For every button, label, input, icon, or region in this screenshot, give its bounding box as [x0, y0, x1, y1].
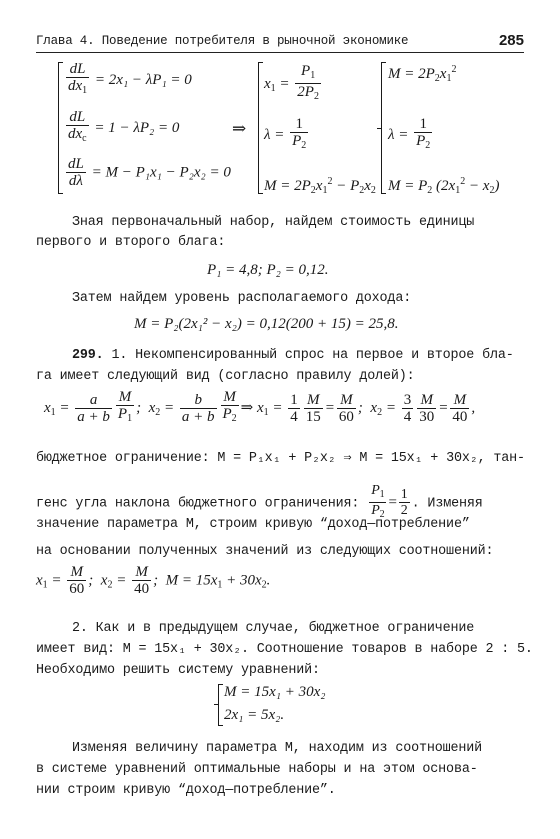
running-header: [36, 32, 524, 53]
paragraph-line: имеет вид: M = 15x₁ + 30x₂. Соотношение товаров в наборе 2 : 5.: [36, 642, 533, 657]
paragraph-line: га имеет следующий вид (согласно правилу долей):: [36, 369, 415, 384]
paragraph-line: нии строим кривую “доход—потребление”.: [36, 783, 336, 798]
problem-number: 299.: [72, 348, 104, 363]
right-brace: [381, 62, 382, 194]
problem-299-line: 299. 1. Некомпенсированный спрос на первое и второе бла-: [72, 348, 514, 363]
budget-constraint-line: бюджетное ограничение: M = P₁x₁ + P₂x₂ ⇒ M = 15x₁ + 30x₂, тан-: [36, 451, 525, 466]
paragraph-line: в системе уравнений оптимальные наборы и на этом основа-: [36, 762, 478, 777]
ratio-formula: $x_1$ = $\frac{M}{60}$ ; $x_2$ = $\frac{M}{40}$ ; $M = 15x_1 + 30x_2$.: [36, 564, 271, 597]
paragraph-line: 2. Как и в предыдущем случае, бюджетное ограничение: [72, 621, 475, 636]
income-calculation: M = P₂(2x₁² − x₂) = 0,12(200 + 15) = 25,8.: [134, 316, 399, 332]
paragraph-line: Необходимо решить систему уравнений:: [36, 663, 320, 678]
demand-formula: $x_1$ = $\frac{a}{a + b}$ $\frac{M}{P_1}$ ; $x_2$ = $\frac{b}{a + b}$ $\frac{M}{P_2}$ ⇒ $x_1$ = $\frac{1}{4}$ $\frac{M}{15}$ = $\frac{M}{60}$ ; $x_2$ = $\frac{3}{4}$ $\frac{M}{30}$ = $\frac{M}{40}$ ,: [44, 390, 475, 427]
left-brace: [58, 62, 59, 194]
dL-dx1-equation: $\frac{dL}{dx_1}$ = 2x₁ − λP₁ = 0: [64, 62, 192, 99]
lambda-solution: λ = $\frac{1}{P_2}$: [264, 117, 310, 154]
prices-formula: P₁ = 4,8; P₂ = 0,12.: [207, 262, 329, 278]
chapter-title: Глава 4. Поведение потребителя в рыночной экономике: [36, 34, 409, 48]
income-equation: $M = 2P_2x_1^2 - P_2x_2$: [264, 176, 376, 196]
paragraph-line: Зная первоначальный набор, найдем стоимость единицы: [72, 215, 475, 230]
system-eq-1: M = 15x₁ + 30x₂: [224, 684, 326, 700]
paragraph-line: первого и второго блага:: [36, 235, 226, 250]
paragraph-line: Изменяя величину параметра M, находим из соотношений: [72, 741, 483, 756]
middle-brace: [258, 62, 259, 194]
implies-arrow: ⇒: [232, 119, 247, 138]
system-brace: [218, 684, 219, 726]
x1-solution: $x_1$ = $\frac{P_1}{2P_2}$: [264, 64, 323, 105]
paragraph-line: значение параметра M, строим кривую “доход—потребление”: [36, 517, 470, 532]
lambda-repeat: λ = $\frac{1}{P_2}$: [388, 117, 434, 154]
dL-dlambda-equation: $\frac{dL}{d\lambda}$ = M − P₁x₁ − P₂x₂ = 0: [68, 156, 231, 189]
paragraph-line: на основании полученных значений из следующих соотношений:: [36, 544, 494, 559]
system-eq-2: 2x₁ = 5x₂.: [224, 707, 285, 723]
dL-dxc-equation: $\frac{dL}{dx_c}$ = 1 − λP₂ = 0: [64, 110, 179, 147]
slope-line: генс угла наклона бюджетного ограничения: $\frac{P_1}{P_2}$ = $\frac{1}{2}$ . Изменяя: [36, 483, 483, 523]
page-number: 285: [498, 32, 524, 49]
paragraph-line: Затем найдем уровень располагаемого дохода:: [72, 291, 412, 306]
income-factored: $M = P_2$ $(2x_1^2 - x_2)$: [388, 176, 500, 196]
income-substituted: $M = 2P_2x_1^2$: [388, 64, 457, 84]
